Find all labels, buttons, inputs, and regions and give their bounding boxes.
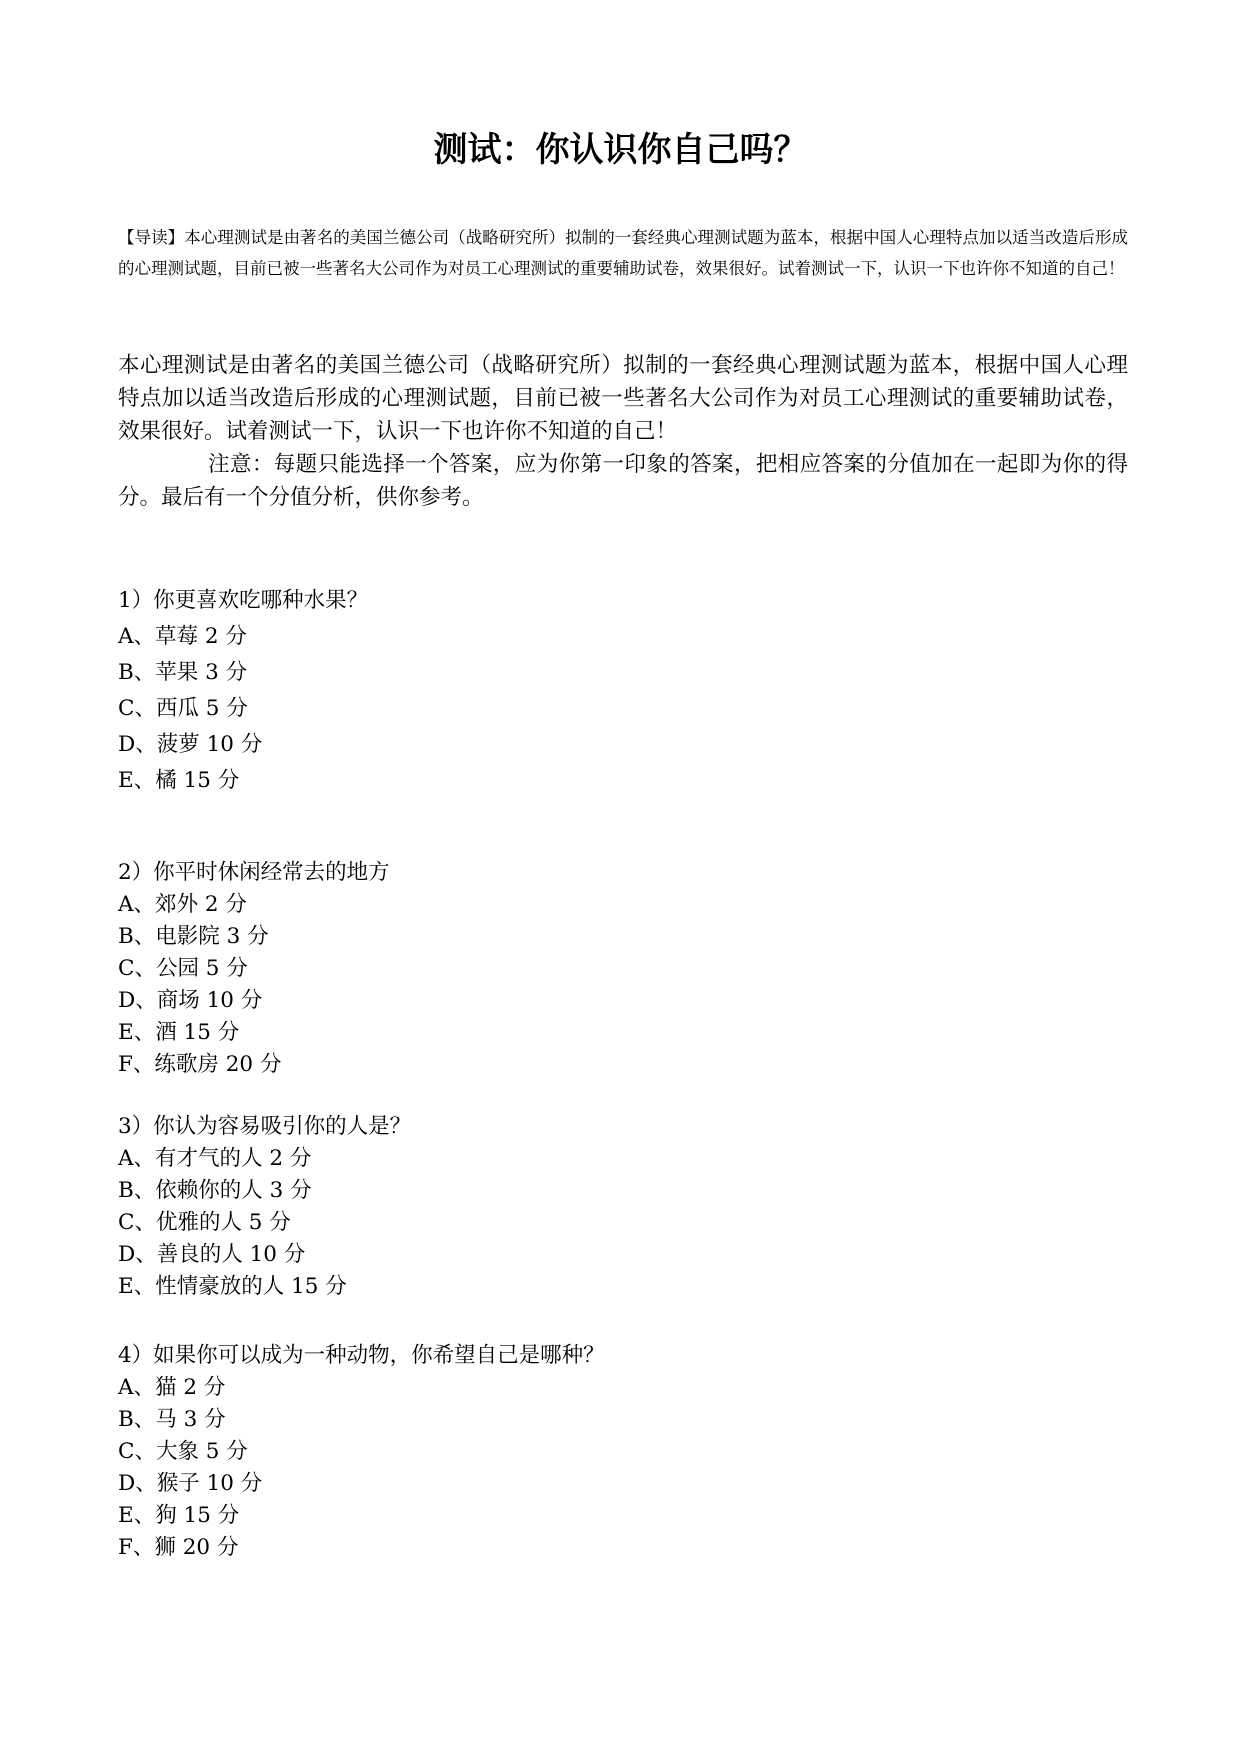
answer-option: F、练歌房 20 分 bbox=[118, 1052, 282, 1077]
answer-option: D、菠萝 10 分 bbox=[118, 732, 263, 757]
answer-option: F、狮 20 分 bbox=[118, 1535, 239, 1560]
answer-option: D、猴子 10 分 bbox=[118, 1471, 263, 1496]
answer-option: B、马 3 分 bbox=[118, 1407, 226, 1432]
question-3 bbox=[118, 1111, 1118, 1303]
answer-option: A、有才气的人 2 分 bbox=[118, 1146, 312, 1171]
answer-option: C、优雅的人 5 分 bbox=[118, 1210, 291, 1235]
intro-tag: 【导读】 bbox=[118, 228, 185, 247]
answer-option: B、依赖你的人 3 分 bbox=[118, 1178, 312, 1203]
question-1 bbox=[118, 583, 1118, 799]
answer-option: C、大象 5 分 bbox=[118, 1439, 248, 1464]
intro-text: 本心理测试是由著名的美国兰德公司（战略研究所）拟制的一套经典心理测试题为蓝本，根据中国人心理特点加以适当改造后形成的心理测试题，目前已被一些著名大公司作为对员工心理测试的重要辅助试卷，效果很好。试着测试一下，认识一下也许你不知道的自己！ bbox=[118, 228, 1129, 278]
instructions-note: 注意：每题只能选择一个答案，应为你第一印象的答案，把相应答案的分值加在一起即为你的得分。最后有一个分值分析，供你参考。 bbox=[118, 452, 1128, 510]
question-text: 3）你认为容易吸引你的人是？ bbox=[118, 1114, 412, 1139]
question-text: 4）如果你可以成为一种动物，你希望自己是哪种？ bbox=[118, 1343, 605, 1368]
main-text bbox=[118, 349, 1128, 514]
answer-option: D、善良的人 10 分 bbox=[118, 1242, 306, 1267]
answer-option: E、酒 15 分 bbox=[118, 1020, 240, 1045]
answer-option: C、西瓜 5 分 bbox=[118, 696, 248, 721]
answer-option: A、郊外 2 分 bbox=[118, 892, 247, 917]
answer-option: C、公园 5 分 bbox=[118, 956, 248, 981]
answer-option: B、苹果 3 分 bbox=[118, 660, 248, 685]
answer-option: E、狗 15 分 bbox=[118, 1503, 240, 1528]
answer-option: D、商场 10 分 bbox=[118, 988, 263, 1013]
answer-option: E、橘 15 分 bbox=[118, 768, 240, 793]
answer-option: E、性情豪放的人 15 分 bbox=[118, 1274, 347, 1299]
page-title: 测试：你认识你自己吗？ bbox=[433, 130, 808, 170]
main-paragraph: 本心理测试是由著名的美国兰德公司（战略研究所）拟制的一套经典心理测试题为蓝本，根据中国人心理特点加以适当改造后形成的心理测试题，目前已被一些著名大公司作为对员工心理测试的重要辅助试卷，效果很好。试着测试一下，认识一下也许你不知道的自己！ bbox=[118, 353, 1128, 444]
answer-option: B、电影院 3 分 bbox=[118, 924, 269, 949]
question-text: 2）你平时休闲经常去的地方 bbox=[118, 860, 390, 885]
question-2 bbox=[118, 857, 1118, 1081]
answer-option: A、草莓 2 分 bbox=[118, 624, 247, 649]
intro-block bbox=[118, 222, 1128, 284]
question-text: 1）你更喜欢吃哪种水果？ bbox=[118, 588, 369, 613]
answer-option: A、猫 2 分 bbox=[118, 1375, 226, 1400]
question-4 bbox=[118, 1340, 1118, 1564]
